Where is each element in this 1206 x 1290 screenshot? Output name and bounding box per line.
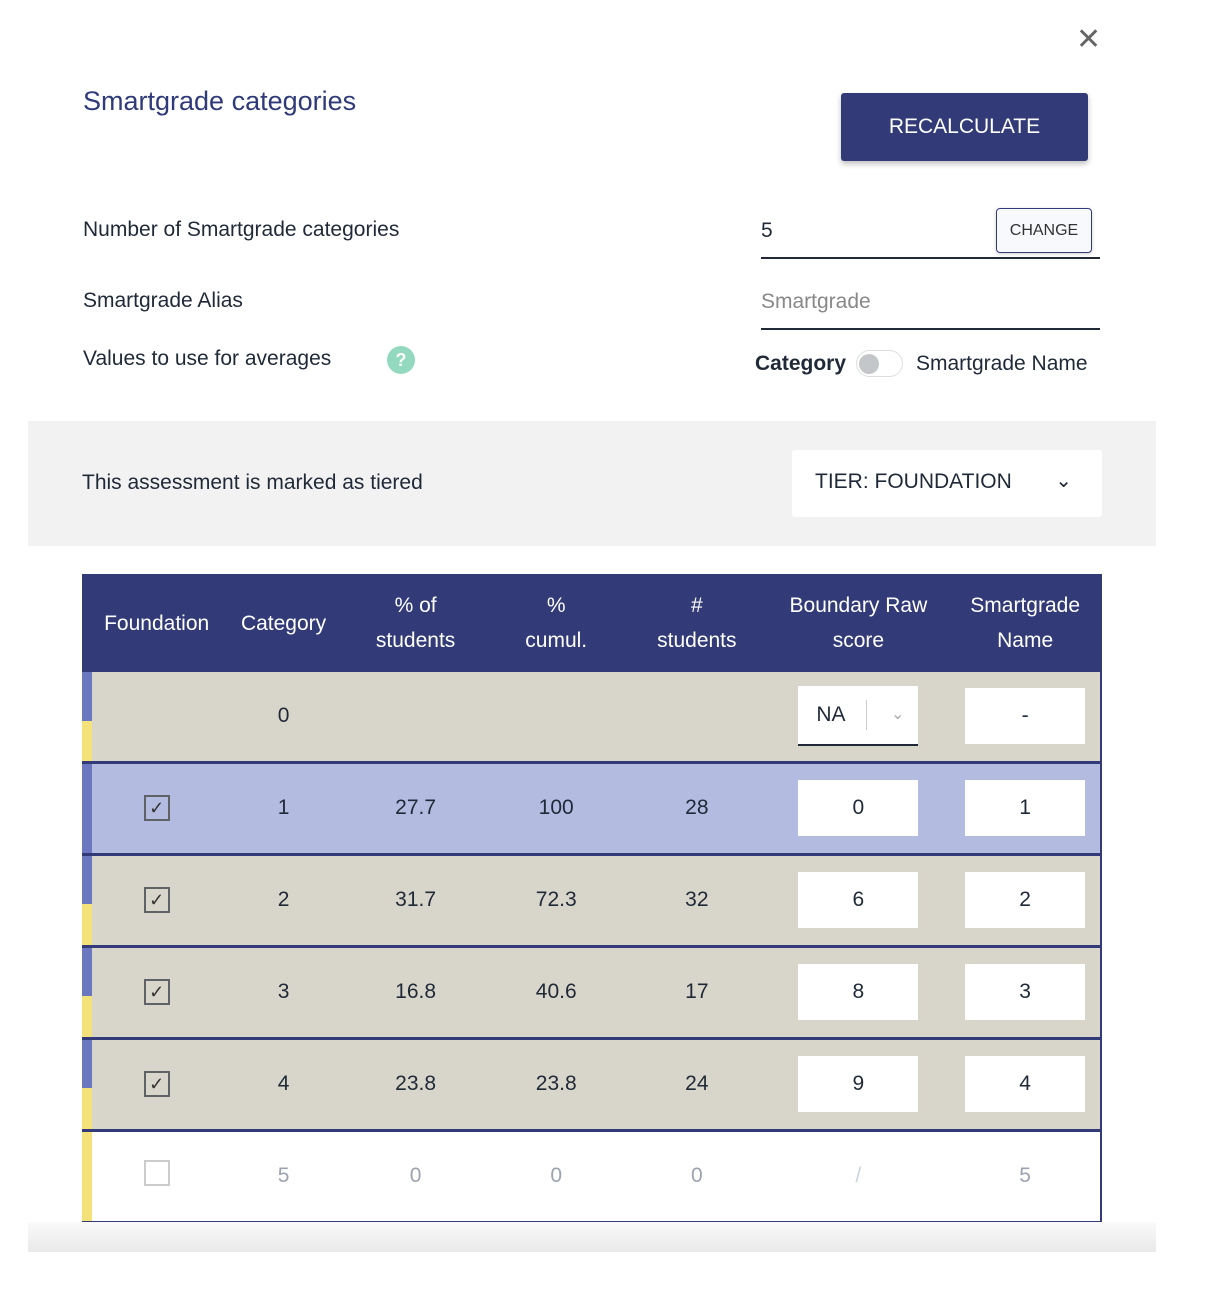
row-checkbox[interactable] [144, 1160, 170, 1186]
tier-text: This assessment is marked as tiered [82, 471, 423, 494]
cell-pct: 27.7 [346, 762, 485, 854]
alias-input[interactable]: Smartgrade [761, 278, 1100, 330]
col-name: Smartgrade Name [950, 574, 1101, 672]
table-row [82, 946, 1101, 1038]
cell-pct: 23.8 [346, 1038, 485, 1130]
footer-shadow [28, 1222, 1156, 1252]
cell-pct: 16.8 [346, 946, 485, 1038]
cell-category: 4 [221, 1038, 346, 1130]
boundary-input[interactable]: 8 [798, 964, 918, 1020]
cell-students: 0 [627, 1130, 766, 1222]
col-students: # students [627, 574, 766, 672]
alias-label: Smartgrade Alias [83, 289, 243, 312]
cell-cumul: 23.8 [485, 1038, 627, 1130]
categories-table [82, 574, 1102, 1223]
chevron-down-icon: ⌄ [1055, 470, 1072, 492]
col-foundation: Foundation [92, 574, 221, 672]
cell-category: 1 [221, 762, 346, 854]
cell-cumul: 100 [485, 762, 627, 854]
averages-label: Values to use for averages [83, 347, 332, 370]
cell-cumul: 0 [485, 1130, 627, 1222]
cell-pct: 31.7 [346, 854, 485, 946]
cell-category: 5 [221, 1130, 346, 1222]
num-categories-input[interactable]: 5 [761, 207, 1100, 259]
cell-students: 17 [627, 946, 766, 1038]
table-row [82, 854, 1101, 946]
cell-cumul: 72.3 [485, 854, 627, 946]
name-input[interactable]: 4 [965, 1056, 1085, 1112]
col-category: Category [221, 574, 346, 672]
name-input[interactable]: 1 [965, 780, 1085, 836]
cell-category: 0 [221, 672, 346, 762]
boundary-input[interactable]: 9 [798, 1056, 918, 1112]
cell-category: 3 [221, 946, 346, 1038]
row-checkbox[interactable]: ✓ [144, 795, 170, 821]
help-icon[interactable]: ? [387, 346, 415, 374]
cell-name: 5 [950, 1130, 1101, 1222]
name-input[interactable]: - [965, 688, 1085, 744]
cell-pct: 0 [346, 1130, 485, 1222]
boundary-input[interactable]: 6 [798, 872, 918, 928]
num-categories-label: Number of Smartgrade categories [83, 218, 400, 241]
name-input[interactable]: 3 [965, 964, 1085, 1020]
table-header [82, 574, 1101, 672]
page-title: Smartgrade categories [83, 86, 357, 116]
toggle-left-label: Category [755, 352, 847, 375]
cell-cumul: 40.6 [485, 946, 627, 1038]
cell-students: 24 [627, 1038, 766, 1130]
cell-students: 28 [627, 762, 766, 854]
row-checkbox[interactable]: ✓ [144, 979, 170, 1005]
tier-dropdown[interactable] [792, 450, 1102, 517]
name-input[interactable]: 2 [965, 872, 1085, 928]
chevron-down-icon: ⌄ [890, 706, 905, 724]
table-row [82, 672, 1101, 762]
close-icon[interactable]: ✕ [1076, 23, 1102, 56]
row-checkbox[interactable]: ✓ [144, 1071, 170, 1097]
col-cumul: % cumul. [485, 574, 627, 672]
boundary-input[interactable]: 0 [798, 780, 918, 836]
toggle-right-label: Smartgrade Name [916, 352, 1088, 375]
boundary-select[interactable]: NA ⌄ [798, 686, 918, 746]
averages-toggle[interactable] [856, 350, 903, 377]
table-row [82, 762, 1101, 854]
table-row [82, 1130, 1101, 1222]
tier-selected: TIER: FOUNDATION [815, 470, 1012, 493]
change-button[interactable]: CHANGE [996, 208, 1092, 253]
table-row [82, 1038, 1101, 1130]
cell-students: 32 [627, 854, 766, 946]
cell-boundary: / [767, 1130, 951, 1222]
cell-category: 2 [221, 854, 346, 946]
row-checkbox[interactable]: ✓ [144, 887, 170, 913]
recalculate-button[interactable]: RECALCULATE [841, 93, 1088, 161]
col-pct: % of students [346, 574, 485, 672]
col-boundary: Boundary Raw score [767, 574, 951, 672]
